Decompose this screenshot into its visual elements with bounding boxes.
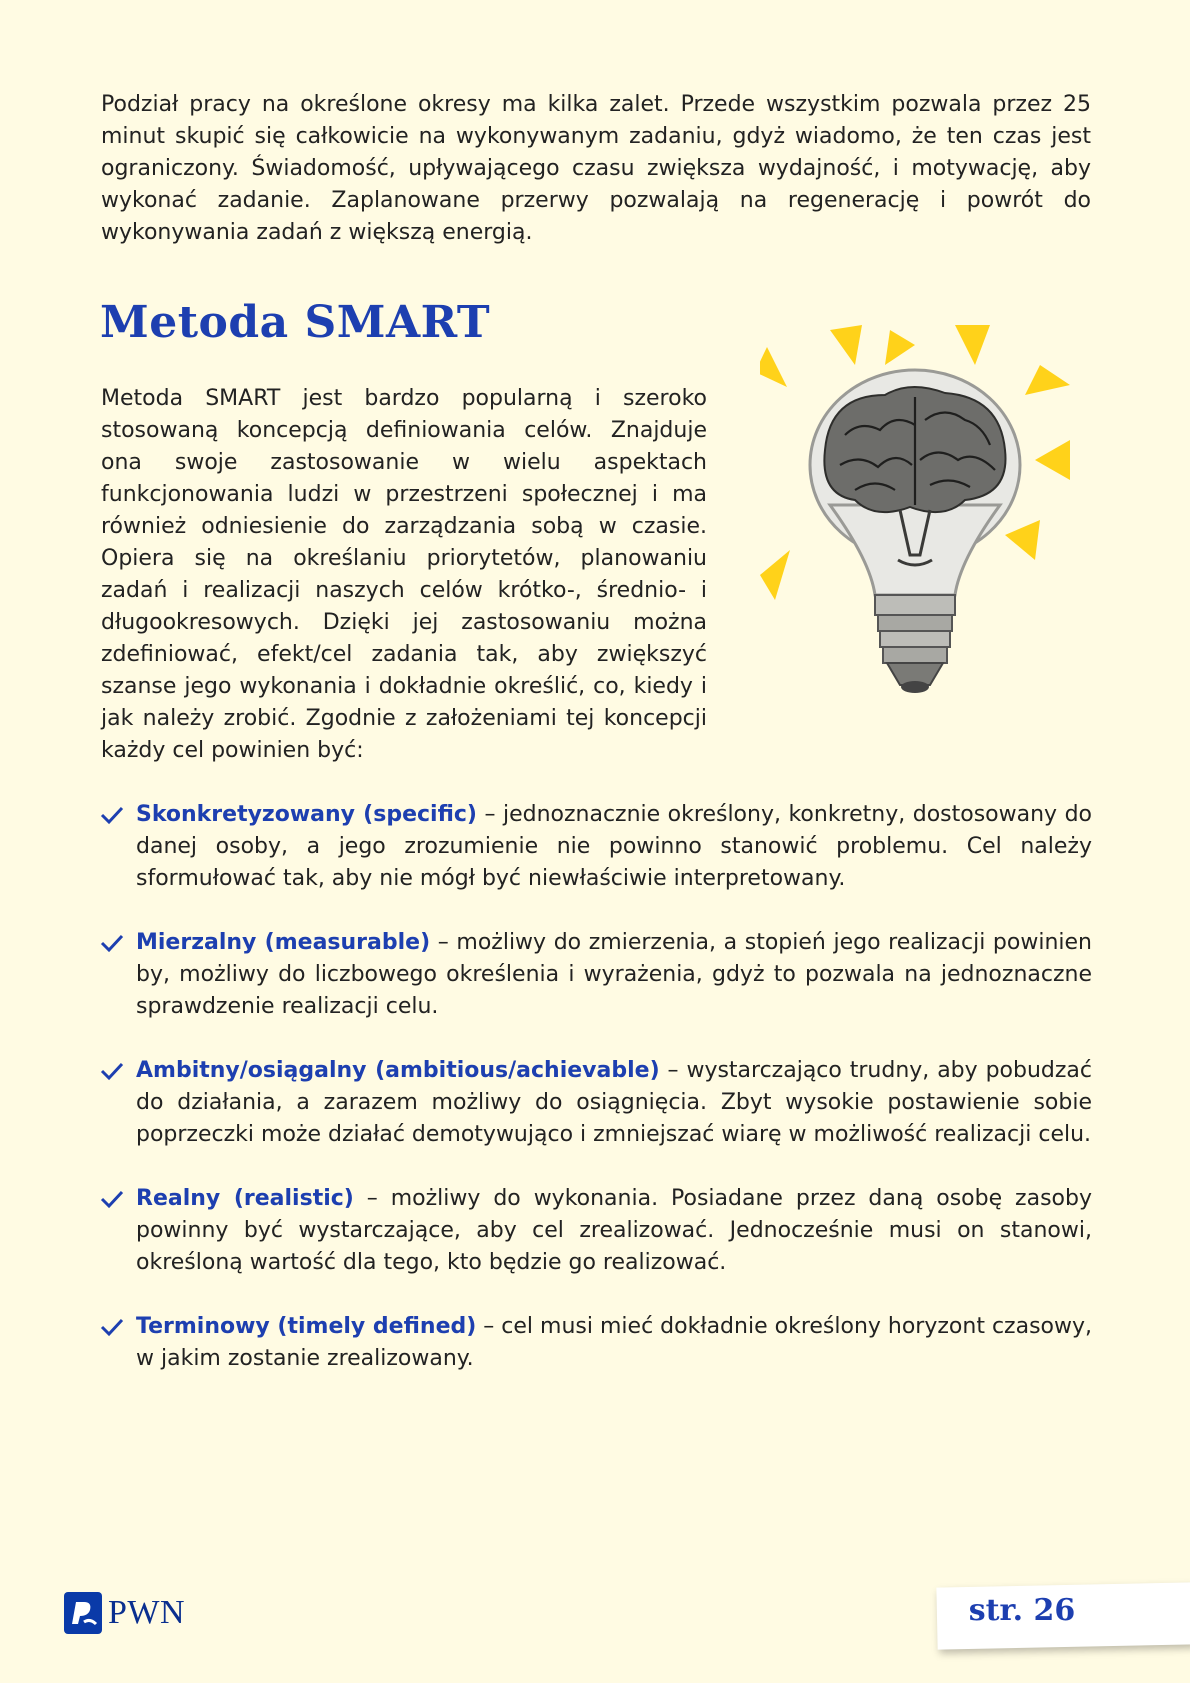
- check-icon: [100, 1061, 124, 1081]
- list-item: [100, 1055, 1092, 1151]
- pwn-logo: [64, 1592, 185, 1634]
- criterion-term: Realny (realistic): [136, 1186, 354, 1211]
- section-title: Metoda SMART: [100, 297, 491, 348]
- list-item: [100, 1311, 1092, 1375]
- criterion-term: Terminowy (timely defined): [136, 1314, 477, 1339]
- list-item: [100, 799, 1092, 895]
- logo-text: PWN: [108, 1594, 186, 1631]
- check-icon: [100, 805, 124, 825]
- criterion-text: – cel musi mieć dokładnie określony horyzont czasowy, w jakim zostanie zrealizowany.: [136, 1314, 1093, 1371]
- check-icon: [100, 1317, 124, 1337]
- check-icon: [100, 1189, 124, 1209]
- top-paragraph: Podział pracy na określone okresy ma kilka zalet. Przede wszystkim pozwala przez 25 minut skupić się całkowicie na wykonywanym zadaniu, gdyż wiadomo, że ten czas jest ograniczony. Świadomość, upływającego czasu zwiększa wydajność, i motywację, aby wykonać zadanie. Zaplanowane przerwy pozwalają na regenerację i powrót do wykonywania zadań z większą energią.: [101, 92, 1091, 245]
- check-icon: [100, 933, 124, 953]
- page-number: str. 26: [968, 1593, 1076, 1628]
- list-item: [100, 927, 1092, 1023]
- criterion-term: Skonkretyzowany (specific): [136, 802, 477, 827]
- criterion-term: Mierzalny (measurable): [136, 930, 431, 955]
- pwn-logo-mark-icon: [64, 1592, 102, 1634]
- criterion-text: – jednoznacznie określony, konkretny, dostosowany do danej osoby, a jego zrozumienie nie powinno stanowić problemu. Cel należy sformułować tak, aby nie mógł być niewłaściwie interpretowany.: [136, 802, 1092, 891]
- list-item: [100, 1183, 1092, 1279]
- criterion-text: – możliwy do wykonania. Posiadane przez daną osobę zasoby powinny być wystarczające, aby cel zrealizować. Jednocześnie musi on stanowi, określoną wartość dla tego, kto będzie go realizować.: [136, 1186, 1092, 1275]
- criterion-text: – wystarczająco trudny, aby pobudzać do działania, a zarazem możliwy do osiągnięcia. Zbyt wysokie postawienie sobie poprzeczki może działać demotywująco i zmniejszać wiarę w możliwość realizacji celu.: [136, 1058, 1092, 1147]
- smart-criteria-list: [100, 799, 1092, 1407]
- intro-paragraph: Metoda SMART jest bardzo popularną i szeroko stosowaną koncepcją definiowania celów. Znajduje ona swoje zastosowanie w wielu aspektach funkcjonowania ludzi w przestrzeni społecznej i ma również odniesienie do zarządzania sobą w czasie. Opiera się na określaniu priorytetów, planowaniu zadań i realizacji naszych celów krótko-, średnio- i długookresowych. Dzięki jej zastosowaniu można zdefiniować, efekt/cel zadania tak, aby zwiększyć szanse jego wykonania i dokładnie określić, co, kiedy i jak należy zrobić. Zgodnie z założeniami tej koncepcji każdy cel powinien być:: [101, 386, 707, 763]
- criterion-term: Ambitny/osiągalny (ambitious/achievable): [136, 1058, 660, 1083]
- lightbulb-brain-icon: [760, 325, 1100, 745]
- criterion-text: – możliwy do zmierzenia, a stopień jego realizacji powinien by, możliwy do liczbowego określenia i wyrażenia, gdyż to pozwala na jednoznaczne sprawdzenie realizacji celu.: [136, 930, 1092, 1019]
